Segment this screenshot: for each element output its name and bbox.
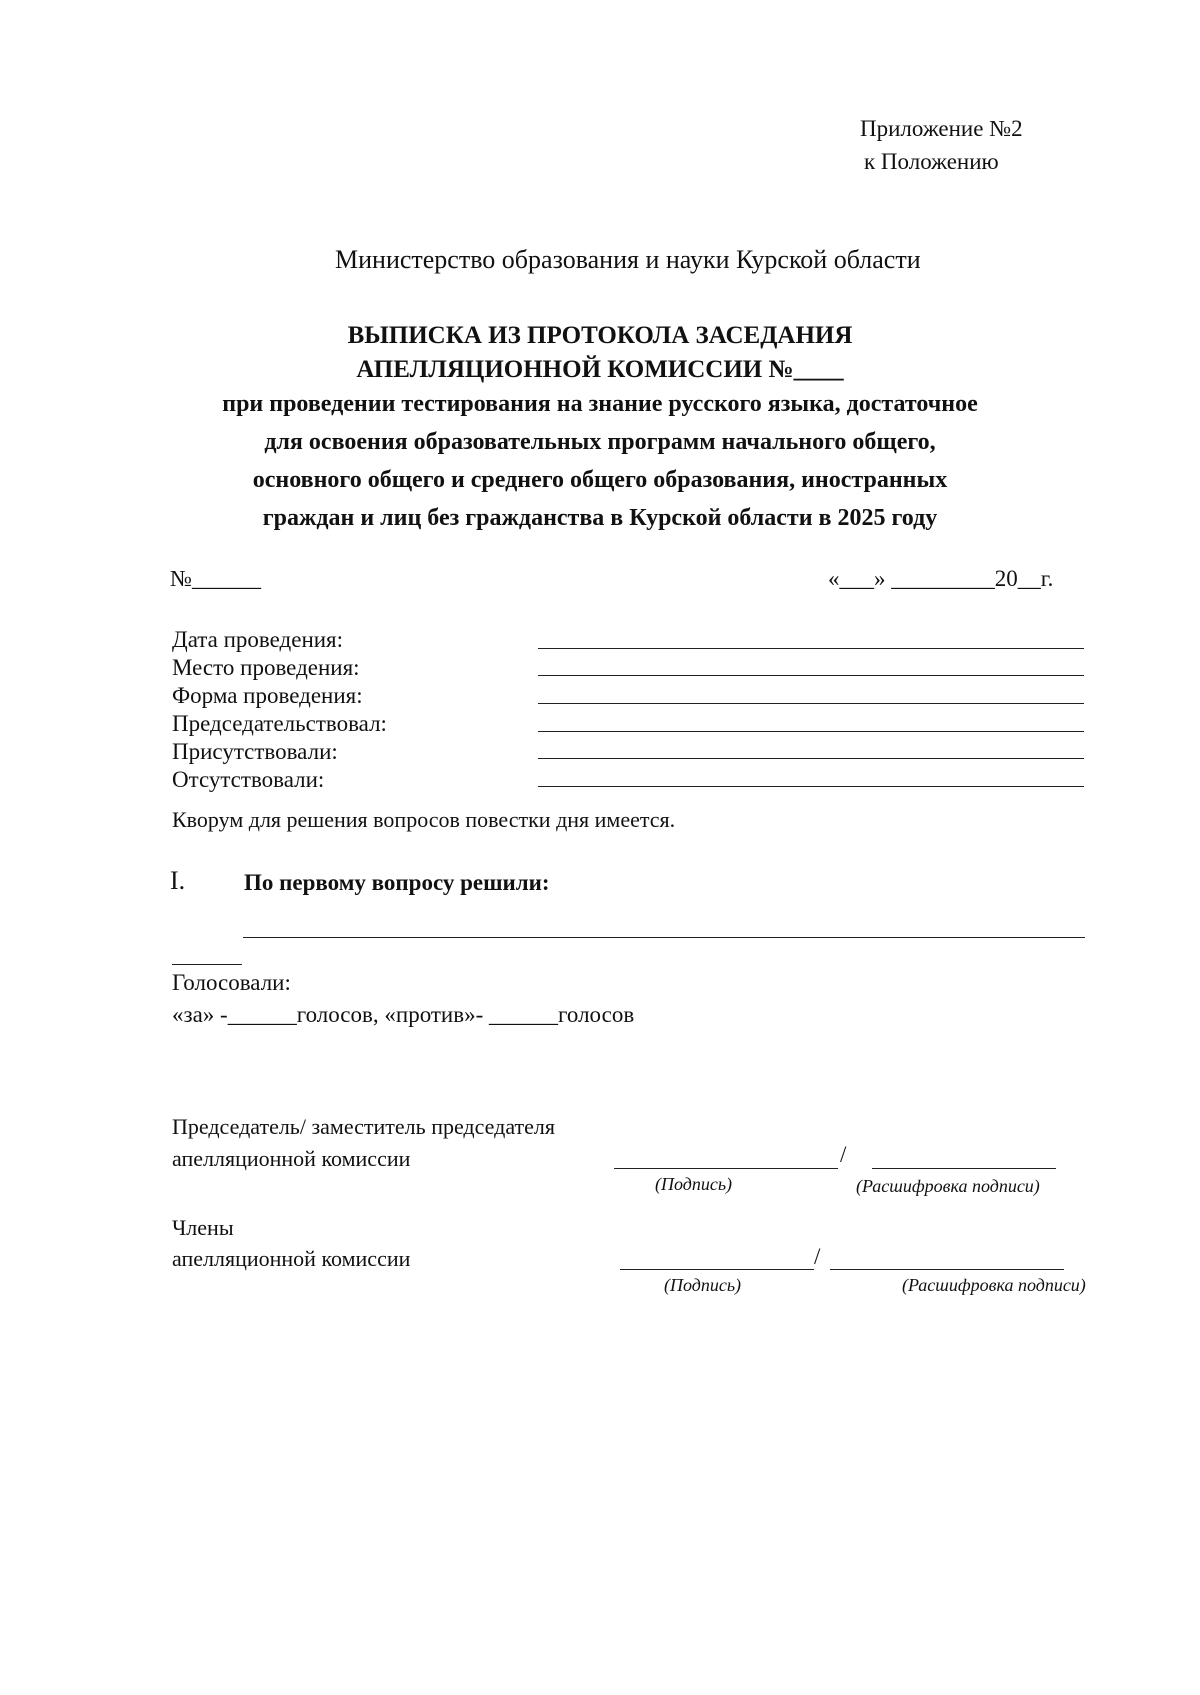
field-place-label: Место проведения: — [172, 655, 360, 680]
ministry-name: Министерство образования и науки Курской области — [335, 245, 921, 274]
field-present-label: Присутствовали: — [172, 739, 338, 764]
chair-signature-line — [614, 1168, 838, 1169]
members-separator: / — [814, 1244, 821, 1269]
field-present-line — [538, 758, 1084, 759]
decision-line — [243, 937, 1085, 938]
chair-sign-caption: (Подпись) — [655, 1174, 733, 1194]
members-decode-caption: (Расшифровка подписи) — [902, 1275, 1086, 1295]
chair-title-line-1: Председатель/ заместитель председателя — [172, 1114, 556, 1139]
appendix-subtitle: к Положению — [864, 149, 999, 174]
appendix-number: Приложение №2 — [860, 116, 1023, 141]
field-date-line — [538, 648, 1084, 649]
title-line-2: АПЕЛЛЯЦИОННОЙ КОМИССИИ №____ — [356, 356, 844, 383]
title-line-1: ВЫПИСКА ИЗ ПРОТОКОЛА ЗАСЕДАНИЯ — [347, 322, 853, 349]
members-sign-caption: (Подпись) — [664, 1275, 742, 1295]
title-line-3: при проведении тестирования на знание русского языка, достаточное — [222, 391, 978, 417]
chair-separator: / — [840, 1142, 847, 1167]
title-line-4: для освоения образовательных программ начального общего, — [264, 429, 936, 455]
chair-decode-line — [872, 1168, 1056, 1169]
field-absent-label: Отсутствовали: — [172, 767, 325, 792]
title-line-5: основного общего и среднего общего образования, иностранных — [252, 467, 948, 493]
chair-title-line-2: апелляционной комиссии — [172, 1146, 411, 1171]
title-line-6: граждан и лиц без гражданства в Курской области в 2025 году — [262, 505, 938, 531]
members-signature-line — [620, 1269, 814, 1270]
quorum-text: Кворум для решения вопросов повестки дня имеется. — [172, 807, 676, 832]
field-chairman-line — [538, 731, 1084, 732]
field-date-label: Дата проведения: — [172, 627, 344, 652]
protocol-number: №______ — [170, 566, 261, 591]
field-place-line — [538, 675, 1084, 676]
section-numeral: I. — [170, 866, 186, 895]
chair-decode-caption: (Расшифровка подписи) — [856, 1176, 1040, 1196]
members-decode-line — [830, 1269, 1064, 1270]
voting-label: Голосовали: — [172, 970, 291, 995]
section-heading: По первому вопросу решили: — [244, 870, 550, 895]
protocol-date: «___» _________20__г. — [828, 566, 1054, 591]
members-title-line-1: Члены — [172, 1215, 234, 1240]
members-title-line-2: апелляционной комиссии — [172, 1246, 411, 1271]
field-chairman-label: Председательствовал: — [172, 711, 387, 736]
field-absent-line — [538, 786, 1084, 787]
voting-line: «за» -______голосов, «против»- ______голосов — [172, 1002, 635, 1027]
decision-line-short — [172, 964, 242, 965]
field-form-line — [538, 703, 1084, 704]
field-form-label: Форма проведения: — [172, 683, 363, 708]
